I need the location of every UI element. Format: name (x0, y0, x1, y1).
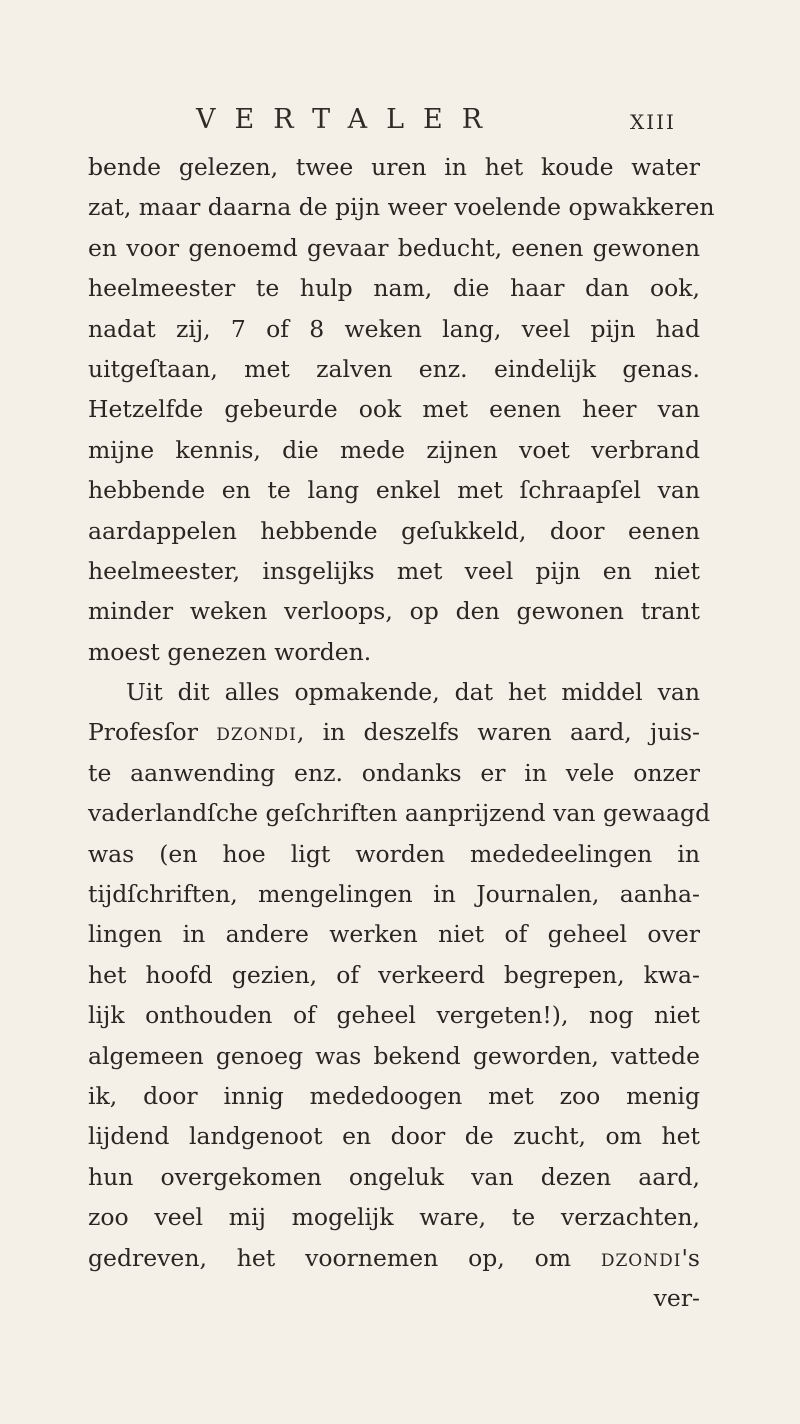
paragraph-end-line: moest genezen worden. (88, 637, 372, 666)
text-line: hebbende en te lang enkel met ſchraapſel van (88, 476, 700, 505)
catchword: ver- (653, 1283, 700, 1312)
text-line: heelmeester, insgelijks met veel pijn en niet (88, 556, 700, 585)
text-line: zat, maar daarna de pijn weer voelende opwakkeren (88, 193, 715, 222)
text-line (88, 1238, 700, 1278)
text-line: zoo veel mij mogelijk ware, te verzachten, (88, 1203, 700, 1232)
text-line (88, 712, 700, 752)
text-line: tijdſchriften, mengelingen in Journalen, aanha- (88, 880, 700, 909)
body-text (88, 147, 715, 1318)
text-line: ik, door innig mededoogen met zoo menig (88, 1081, 700, 1110)
text-line: algemeen genoeg was bekend geworden, vattede (88, 1041, 700, 1070)
text-line: bende gelezen, twee uren in het koude water (88, 153, 700, 181)
page-number: XIII (630, 110, 676, 134)
text-line: Hetzelfde gebeurde ook met eenen heer van (88, 395, 700, 424)
text-segment: , in deszelfs waren aard, juis- (296, 718, 700, 747)
text-segment: gedreven, het voornemen op, om (88, 1243, 601, 1272)
text-line: hun overgekomen ongeluk van dezen aard, (88, 1162, 700, 1191)
text-line: minder weken verloops, op den gewonen trant (88, 597, 700, 626)
text-line: en voor genoemd gevaar beducht, eenen gewonen (88, 233, 700, 262)
running-header: VERTALER (196, 104, 502, 135)
text-line: heelmeester te hulp nam, die haar dan ook, (88, 274, 700, 303)
small-caps-name: DZONDI (216, 725, 297, 746)
text-line: aardappelen hebbende geſukkeld, door eenen (88, 516, 700, 545)
text-line: mijne kennis, die mede zijnen voet verbrand (88, 435, 700, 464)
text-line: te aanwending enz. ondanks er in vele onzer (88, 758, 700, 787)
small-caps-name: DZONDI (600, 1250, 682, 1271)
text-segment: 's (681, 1243, 700, 1272)
text-line: lijk onthouden of geheel vergeten!), nog niet (88, 1001, 700, 1030)
text-line: was (en hoe ligt worden mededeelingen in (88, 839, 700, 868)
text-segment: Profesſor (88, 718, 217, 747)
text-line: lingen in andere werken niet of geheel over (88, 920, 700, 949)
paragraph-start-line: Uit dit alles opmakende, dat het middel van (126, 678, 700, 707)
text-line: lijdend landgenoot en door de zucht, om het (88, 1122, 700, 1151)
text-line: vaderlandſche geſchriften aanprijzend van gewaagd (88, 799, 711, 828)
text-line: uitgeſtaan, met zalven enz. eindelijk genas. (88, 354, 700, 383)
text-line: nadat zij, 7 of 8 weken lang, veel pijn had (88, 314, 700, 343)
text-line: het hoofd gezien, of verkeerd begrepen, kwa- (88, 960, 700, 989)
